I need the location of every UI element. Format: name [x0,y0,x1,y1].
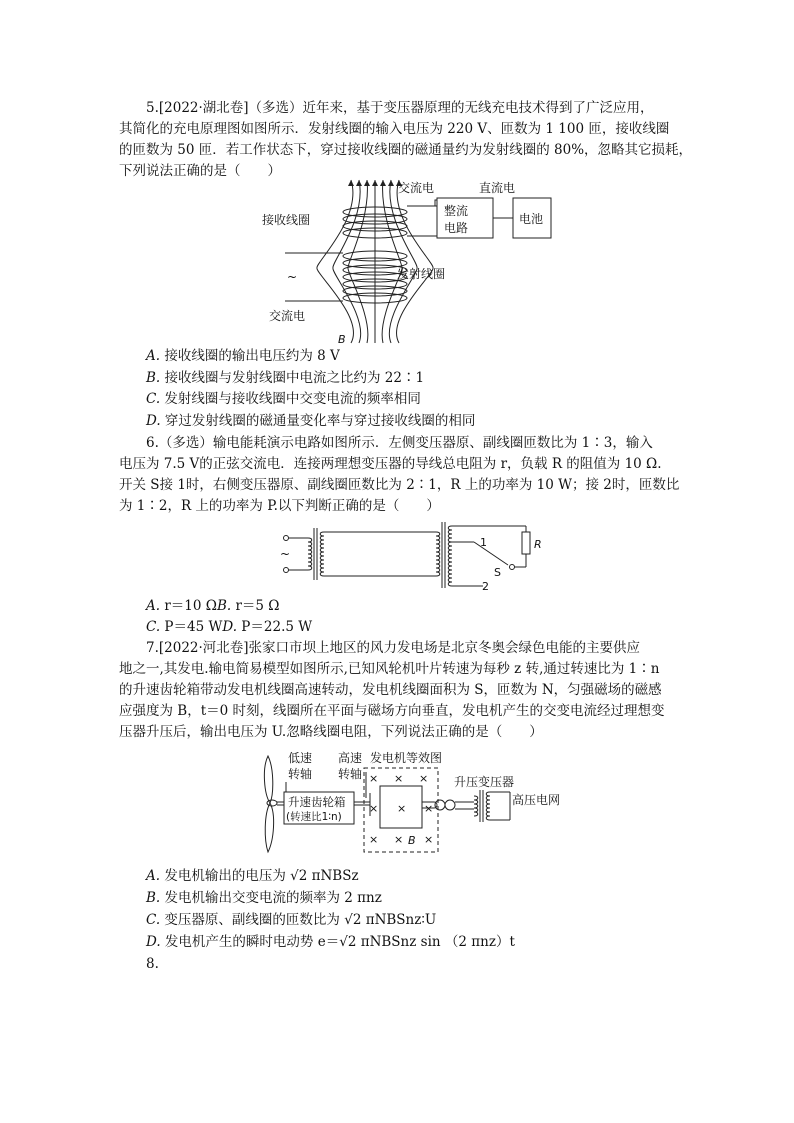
q6-option-a[interactable]: A. r＝10 Ω [146,598,217,614]
svg-text:×: × [397,802,407,815]
q7-option-b[interactable]: B. 发电机输出交变电流的频率为 2 πnz [146,890,382,906]
svg-text:×: × [369,772,379,785]
svg-text:×: × [419,772,429,785]
q6-option-b[interactable]: B. r＝5 Ω [216,598,280,614]
high-speed-label-2: 转轴 [338,767,363,781]
q6-options-row-1 [146,596,280,616]
svg-text:×: × [369,802,379,815]
q7-option-c[interactable]: C. 变压器原、副线圈的匝数比为 √2 πNBSnz∶U [146,912,437,928]
step-up-primary [474,796,478,816]
ac-source-symbol-q6: ~ [280,547,291,561]
q6-option-c[interactable]: C. P＝45 W [146,619,223,635]
q6-line-4: 为 1∶2，R 上的功率为 P.以下判断正确的是（ ） [119,498,440,514]
rectifier-label-1: 整流 [444,204,469,218]
q5-option-d[interactable]: D. 穿过发射线圈的磁通量变化率与穿过接收线圈的相同 [146,413,476,429]
ac-bottom-label: 交流电 [269,309,306,323]
ac-top-label: 交流电 [398,181,435,195]
right-secondary-coil [448,526,452,586]
q5-option-a[interactable]: A. 接收线圈的输出电压约为 8 V [146,348,340,364]
switch-label: S [494,566,501,579]
q7-line-4: 应强度为 B，t＝0 时刻，线圈所在平面与磁场方向垂直，发电机产生的交变电流经过理想变 [119,703,665,719]
q5-line-4: 下列说法正确的是（ ） [119,163,281,179]
q5-line-2: 其简化的充电原理图如图所示．发射线圈的输入电压为 220 V、匝数为 1 100 匝，接收线圈 [119,121,670,137]
q6-options-row-2 [146,617,312,637]
q7-option-d[interactable]: D. 发电机产生的瞬时电动势 e＝√2 πNBSnz sin （2 πnz）t [146,934,515,950]
resistor-label: R [534,538,542,551]
step-up-secondary [486,792,490,820]
q7-line-3: 的升速齿轮箱带动发电机线圈高速转动，发电机线圈面积为 S，匝数为 N，匀强磁场的磁感 [119,682,662,698]
left-secondary-coil [320,532,324,576]
right-primary-coil [436,532,440,576]
q5-line-1: 5.[2022·湖北卷]（多选）近年来，基于变压器原理的无线充电技术得到了广泛应用， [146,100,654,116]
q7-line-1: 7.[2022·河北卷]张家口市坝上地区的风力发电场是北京冬奥会绿色电能的主要供应 [146,640,641,656]
dc-label: 直流电 [479,181,516,195]
q7-option-a[interactable]: A. 发电机输出的电压为 √2 πNBSz [146,868,359,884]
generator-label: 发电机等效图 [370,751,443,765]
q5-option-b[interactable]: B. 接收线圈与发射线圈中电流之比约为 22∶1 [146,370,425,386]
svg-text:×: × [394,772,404,785]
q6-line-2: 电压为 7.5 V的正弦交流电．连接两理想变压器的导线总电阻为 r，负载 R 的阻值为 10 Ω. [119,456,662,472]
battery-label: 电池 [519,212,544,226]
blade-top [264,756,272,803]
q5-line-3: 的匝数为 50 匝．若工作状态下，穿过接收线圈的磁通量约为发射线圈的 80%，忽略其它损耗， [119,142,693,158]
low-speed-label-2: 转轴 [288,767,313,781]
q7-line-5: 压器升压后，输出电压为 U.忽略线圈电阻，下列说法正确的是（ ） [119,724,543,740]
svg-text:×: × [424,833,434,846]
q6-line-3: 开关 S接 1时，右侧变压器原、副线圈匝数比为 2∶1，R 上的功率为 10 W；接 2时，匝数比 [119,477,680,493]
load-resistor [522,532,530,554]
wind-generator-diagram [258,748,564,860]
grid-label: 高压电网 [512,793,561,807]
receiver-coil-label: 接收线圈 [262,213,311,227]
terminal-1-label: 1 [480,536,487,549]
low-speed-label-1: 低速 [288,751,313,765]
transmitter-coil-label: 发射线圈 [397,267,446,281]
q6-line-1: 6.（多选）输电能耗演示电路如图所示．左侧变压器原、副线圈匝数比为 1∶3，输入 [146,435,653,451]
field-b-label: B [338,333,346,346]
magnetic-field-crosses [369,772,433,846]
left-primary-coil [308,538,312,570]
terminal-2-label: 2 [482,580,489,593]
q5-option-c[interactable]: C. 发射线圈与接收线圈中交变电流的频率相同 [146,391,421,407]
q7-line-2: 地之一,其发电.输电简易模型如图所示,已知风轮机叶片转速为每秒 z 转,通过转速比为 1∶n [119,661,660,677]
wireless-charging-diagram [255,178,555,350]
q8-label: 8. [146,956,159,972]
svg-text:×: × [369,833,379,846]
field-b-label-q7: B [408,834,416,847]
step-up-label: 升压变压器 [454,775,515,789]
q6-option-d[interactable]: D. P＝22.5 W [222,619,313,635]
svg-text:×: × [424,802,434,815]
rectifier-label-2: 电路 [444,221,469,235]
rotor-hub [267,800,277,806]
blade-bottom [265,803,273,852]
svg-text:×: × [394,833,404,846]
ac-source-symbol: ~ [287,270,298,284]
gearbox-label-1: 升速齿轮箱 [288,795,346,809]
high-speed-label-1: 高速 [338,751,363,765]
transmission-loss-circuit [278,518,560,594]
field-arrows [348,180,402,186]
gearbox-label-2: (转速比1∶n) [286,811,342,823]
